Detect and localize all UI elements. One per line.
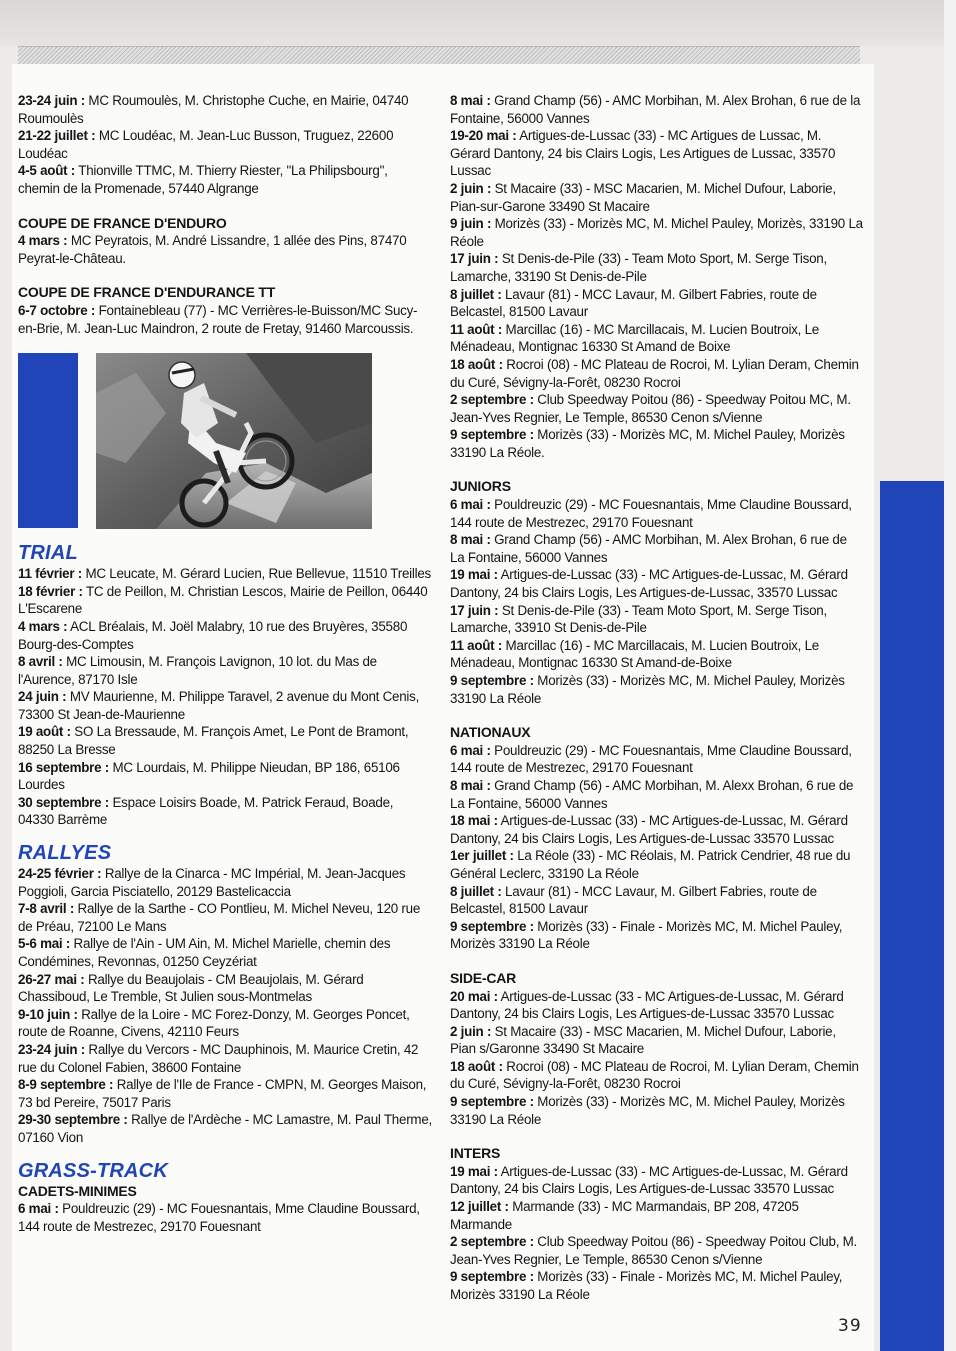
trial-rider-illustration [96,353,372,529]
entry-date: 8 mai : [450,93,491,108]
entry-date: 7-8 avril : [18,901,75,917]
entry-text: Morizès (33) - Morizès MC, M. Michel Pauley, Morizès 33190 La Réole [450,1094,845,1127]
calendar-entry [450,812,864,847]
entry-text: Artigues-de-Lussac (33 - MC Artigues-de-Lussac, M. Gérard Dantony, 24 bis Clairs Logis, Les Artigues-de-Lussac 33570 Lussac [450,988,844,1022]
calendar-entry [18,900,432,935]
calendar-entry [450,918,864,953]
entry-date: 19 août : [18,724,71,740]
entry-text: MC Loudéac, M. Jean-Luc Busson, Truguez, 22600 Loudéac [18,128,394,161]
entry-text: Rallye de l'Ain - UM Ain, M. Michel Marielle, chemin des Condémines, Revonnas, 01250 Ceyzériat [18,936,391,969]
calendar-entry [450,988,864,1023]
section-heading: SIDE-CAR [450,969,517,986]
calendar-entry [18,583,432,618]
calendar-entry [450,602,864,637]
entry-date: 18 mai : [450,813,498,829]
calendar-entry [18,759,432,794]
calendar-entry [18,162,432,197]
entry-date: 8 juillet : [450,286,502,302]
section-grass-track [18,1147,432,1236]
entry-date: 6 mai : [450,742,491,758]
entry-date: 9 septembre : [450,673,534,688]
section-inters [450,1128,864,1303]
right-column [450,92,864,1304]
calendar-entry [450,1023,864,1058]
entry-text: Rallye de la Loire - MC Forez-Donzy, M. Georges Poncet, route de Roanne, Civens, 42110 Feurs [18,1006,410,1040]
entry-date: 11 août : [450,637,503,653]
entry-text: Marcillac (16) - MC Marcillacais, M. Lucien Boutroix, Le Ménadeau, Montignac 16330 St Amand-de-Boixe [450,637,819,671]
entry-text: MC Limousin, M. François Lavignon, 10 lot. du Mas de l'Aurence, 87170 Isle [18,654,377,687]
entry-text: MV Maurienne, M. Philippe Taravel, 2 avenue du Mont Cenis, 73300 St Jean-de-Maurienne [18,689,420,722]
entry-text: Pouldreuzic (29) - MC Fouesnantais, Mme Claudine Boussard, 144 route de Mestrezec, 29170 Fouesnant [18,1201,420,1234]
discipline-title: GRASS-TRACK [18,1159,168,1182]
calendar-entry [450,250,864,285]
entry-date: 6 mai : [450,497,491,513]
entry-date: 6 mai : [18,1201,59,1217]
entry-date: 21-22 juillet : [18,128,96,144]
calendar-entry [450,180,864,215]
entry-text: Lavaur (81) - MCC Lavaur, M. Gilbert Fabries, route de Belcastel, 81500 Lavaur [450,286,817,320]
calendar-entry [450,391,864,426]
blue-accent-block [18,353,78,528]
calendar-entry [450,92,864,127]
entry-date: 16 septembre : [18,759,110,775]
entry-text: Artigues-de-Lussac (33) - MC Artigues-de-Lussac, M. Gérard Dantony, 24 bis Clairs Logis, Les Artigues-de-Lussac, 33570 Lussac [450,567,848,601]
page-edge [944,0,956,1351]
calendar-entry [18,1006,432,1041]
entry-date: 19-20 mai : [450,128,517,144]
calendar-entry [450,1268,864,1303]
discipline-title: RALLYES [18,842,112,865]
entry-date: 8 mai : [450,777,491,793]
entry-text: Rallye de la Sarthe - CO Pontlieu, M. Michel Neveu, 120 rue de Préau, 72100 Le Mans [18,901,421,934]
calendar-entry [450,566,864,601]
entry-date: 24-25 février : [18,866,102,882]
entry-text: Lavaur (81) - MCC Lavaur, M. Gilbert Fabries, route de Belcastel, 81500 Lavaur [450,883,817,917]
section-heading: COUPE DE FRANCE D'ENDURANCE TT [18,284,276,301]
calendar-entry [450,672,864,707]
entry-text: Morizès (33) - Finale - Morizès MC, M. Michel Pauley, Morizès 33190 La Réole [450,1269,843,1302]
calendar-entry [450,847,864,882]
calendar-entry [18,865,432,900]
entry-text: St Macaire (33) - MSC Macarien, M. Michel Dufour, Laborie, Pian-sur-Garone 33490 St Macaire [450,180,836,214]
entry-date: 30 septembre : [18,794,110,810]
entry-date: 9 juin : [450,216,492,232]
entry-date: 17 juin : [450,251,499,267]
section-heading: CADETS-MINIMES [18,1182,137,1199]
entry-text: Espace Loisirs Boade, M. Patrick Feraud, Boade, 04330 Barrème [18,794,394,828]
entry-date: 11 février : [18,566,82,582]
entry-date: 2 septembre : [450,1234,534,1250]
entry-date: 18 août : [450,356,503,372]
calendar-entry [18,935,432,970]
calendar-entry [18,127,432,162]
entry-text: Pouldreuzic (29) - MC Fouesnantais, Mme Claudine Boussard, 144 route de Mestrezec, 29170 Fouesnant [450,742,852,776]
entry-date: 17 juin : [450,602,499,618]
calendar-entry [450,215,864,250]
left-column [18,92,432,1235]
calendar-entry [450,531,864,566]
entry-date: 18 février : [18,583,83,599]
entry-date: 6-7 octobre : [18,302,96,318]
entry-text: MC Roumoulès, M. Christophe Cuche, en Mairie, 04740 Roumoulès [18,93,409,126]
entry-date: 23-24 juin : [18,1041,85,1057]
entry-date: 4 mars : [18,233,68,249]
entry-date: 19 mai : [450,1163,498,1179]
calendar-entry [18,302,432,337]
entry-date: 8-9 septembre : [18,1077,114,1093]
entry-text: MC Lourdais, M. Philippe Nieudan, BP 186, 65106 Lourdes [18,759,400,793]
calendar-entry [450,1163,864,1198]
calendar-entry [450,742,864,777]
entry-text: Grand Champ (56) - AMC Morbihan, M. Alexx Brohan, 6 rue de La Fontaine, 56000 Vannes [450,777,854,811]
calendar-entry [450,356,864,391]
entry-text: Club Speedway Poitou (86) - Speedway Poitou MC, M. Jean-Yves Regnier, Le Temple, 86530 Cenon s/Vienne [450,392,851,425]
entry-text: Rallye de l'Ile de France - CMPN, M. Georges Maison, 73 bd Pereire, 75017 Paris [18,1077,427,1110]
entry-text: La Réole (33) - MC Réolais, M. Patrick Cendrier, 48 rue du Général Leclerc, 33190 La Réole [450,848,851,881]
entry-date: 24 juin : [18,689,67,705]
entry-date: 9 septembre : [450,1269,534,1285]
calendar-entry [18,971,432,1006]
calendar-entry [450,777,864,812]
calendar-entry [18,92,432,127]
entry-date: 2 septembre : [450,392,534,408]
entry-date: 9 septembre : [450,427,534,443]
section-heading: INTERS [450,1145,501,1162]
entry-date: 12 juillet : [450,1199,509,1215]
calendar-entry [450,426,864,461]
entry-text: Club Speedway Poitou (86) - Speedway Poitou Club, M. Jean-Yves Regnier, Le Temple, 86530 Cenon s/Vienne [450,1234,858,1267]
entry-text: ACL Bréalais, M. Joël Malabry, 10 rue des Bruyères, 35580 Bourg-des-Comptes [18,618,408,652]
section-cadets-continuation [450,92,864,461]
section-heading: NATIONAUX [450,724,531,741]
calendar-entry [450,496,864,531]
calendar-entry [450,127,864,180]
entry-date: 9 septembre : [450,918,534,934]
entry-text: TC de Peillon, M. Christian Lescos, Mairie de Peillon, 06440 L'Escarene [18,583,428,617]
entry-text: Marmande (33) - MC Marmandais, BP 208, 47205 Marmande [450,1199,799,1232]
calendar-entry [18,1076,432,1111]
entry-text: Thionville TTMC, M. Thierry Riester, "La Philipsbourg", chemin de la Promenade, 57440 Algrange [18,163,388,196]
entry-text: Morizès (33) - Finale - Morizès MC, M. Michel Pauley, Morizès 33190 La Réole [450,918,843,952]
entry-date: 8 avril : [18,654,63,670]
section-heading: JUNIORS [450,478,511,495]
calendar-entry [450,883,864,918]
entry-date: 1er juillet : [450,848,514,864]
header-hatch-bar [18,46,860,66]
calendar-entry [18,565,432,583]
entry-text: St Macaire (33) - MSC Macarien, M. Michel Dufour, Laborie, Pian s/Garonne 33490 St Macaire [450,1023,836,1057]
entry-date: 29-30 septembre : [18,1112,128,1128]
entry-date: 2 juin : [450,180,492,196]
section-coupe-endurance [18,267,432,337]
trial-rider-photo [96,353,372,529]
calendar-entry [450,1198,864,1233]
calendar-entry [450,1233,864,1268]
entry-text: Morizès (33) - Morizès MC, M. Michel Pauley, Morizès 33190 La Réole. [450,427,845,460]
calendar-entry [18,723,432,758]
entry-date: 20 mai : [450,988,498,1004]
entry-date: 8 mai : [450,532,491,548]
calendar-entry [18,1200,432,1235]
entry-text: Grand Champ (56) - AMC Morbihan, M. Alex Brohan, 6 rue de la Fontaine, 56000 Vannes [450,93,861,126]
calendar-entry [450,1058,864,1093]
section-continuation [18,92,432,198]
section-nationaux [450,707,864,953]
calendar-entry [18,1111,432,1146]
entry-text: Rocroi (08) - MC Plateau de Rocroi, M. Lylian Deram, Chemin du Curé, Sévigny-la-Forêt, 08230 Rocroi [450,1058,859,1092]
entry-text: Artigues-de-Lussac (33) - MC Artigues-de-Lussac, M. Gérard Dantony, 24 bis Clairs Logis, Les Artigues-de-Lussac 33570 Lussac [450,1163,848,1197]
entry-text: Rallye de la Cinarca - MC Impérial, M. Jean-Jacques Poggioli, Garcia Pisciatello, 20129 Bastelicaccia [18,866,406,899]
calendar-entry [450,321,864,356]
discipline-title: TRIAL [18,542,78,565]
entry-text: Grand Champ (56) - AMC Morbihan, M. Alex Brohan, 6 rue de La Fontaine, 56000 Vannes [450,532,847,565]
entry-text: St Denis-de-Pile (33) - Team Moto Sport, M. Serge Tison, Lamarche, 33190 St Denis-de-Pile [450,251,827,284]
entry-text: Rallye du Vercors - MC Dauphinois, M. Maurice Cretin, 42 rue du Colonel Fabien, 38600 Fontaine [18,1041,419,1075]
entry-date: 19 mai : [450,567,498,583]
entry-date: 8 juillet : [450,883,502,899]
blue-side-strip [880,481,944,1351]
entry-text: Rallye de l'Ardèche - MC Lamastre, M. Paul Therme, 07160 Vion [18,1112,432,1145]
calendar-entry [18,1041,432,1076]
entry-text: Marcillac (16) - MC Marcillacais, M. Lucien Boutroix, Le Ménadeau, Montignac 16330 St Amand de Boixe [450,321,819,355]
calendar-entry [450,637,864,672]
entry-date: 9 septembre : [450,1094,534,1110]
entry-text: St Denis-de-Pile (33) - Team Moto Sport, M. Serge Tison, Lamarche, 33910 St Denis-de-Pile [450,602,827,636]
scan-top-margin [0,0,956,46]
photo-block [18,353,432,529]
page-number: 39 [838,1316,862,1336]
entry-date: 4 mars : [18,618,68,634]
calendar-entry [450,1093,864,1128]
calendar-entry [450,286,864,321]
entry-text: Artigues-de-Lussac (33) - MC Artigues-de-Lussac, M. Gérard Dantony, 24 bis Clairs Logis, Les Artigues-de-Lussac 33570 Lussac [450,813,848,846]
entry-date: 5-6 mai : [18,936,71,952]
section-juniors [450,461,864,707]
entry-text: Morizès (33) - Morizès MC, M. Michel Pauley, Morizès 33190 La Réole [450,673,845,706]
entry-text: MC Leucate, M. Gérard Lucien, Rue Bellevue, 11510 Treilles [82,566,431,582]
entry-text: SO La Bressaude, M. François Amet, Le Pont de Bramont, 88250 La Bresse [18,724,409,758]
section-heading: COUPE DE FRANCE D'ENDURO [18,214,227,231]
entry-text: Rallye du Beaujolais - CM Beaujolais, M. Gérard Chassiboud, Le Tremble, St Julien sous-Montmelas [18,971,364,1005]
calendar-entry [18,618,432,653]
entry-date: 18 août : [450,1058,503,1074]
entry-date: 9-10 juin : [18,1006,78,1022]
entry-date: 26-27 mai : [18,971,85,987]
entry-date: 23-24 juin : [18,93,85,108]
entry-date: 2 juin : [450,1023,492,1039]
section-trial [18,529,432,829]
entry-text: Morizès (33) - Morizès MC, M. Michel Pauley, Morizès, 33190 La Réole [450,216,863,249]
entry-text: Pouldreuzic (29) - MC Fouesnantais, Mme Claudine Boussard, 144 route de Mestrezec, 29170 Fouesnant [450,497,852,530]
calendar-entry [18,232,432,267]
entry-text: Fontainebleau (77) - MC Verrières-le-Buisson/MC Sucy-en-Brie, M. Jean-Luc Maindron, 2 route de Fretay, 91460 Marcoussis. [18,302,418,336]
section-coupe-enduro [18,198,432,268]
calendar-entry [18,688,432,723]
entry-text: Rocroi (08) - MC Plateau de Rocroi, M. Lylian Deram, Chemin du Curé, Sévigny-la-Forêt, 08230 Rocroi [450,356,859,390]
calendar-entry [18,794,432,829]
entry-text: MC Peyratois, M. André Lissandre, 1 allée des Pins, 87470 Peyrat-le-Château. [18,233,407,266]
entry-date: 4-5 août : [18,163,76,179]
entry-date: 11 août : [450,321,503,337]
section-rallyes [18,829,432,1147]
calendar-entry [18,653,432,688]
entry-text: Artigues-de-Lussac (33) - MC Artigues de Lussac, M. Gérard Dantony, 24 bis Clairs Logis, Les Artigues de Lussac, 33570 Lussac [450,128,836,179]
section-side-car [450,953,864,1128]
